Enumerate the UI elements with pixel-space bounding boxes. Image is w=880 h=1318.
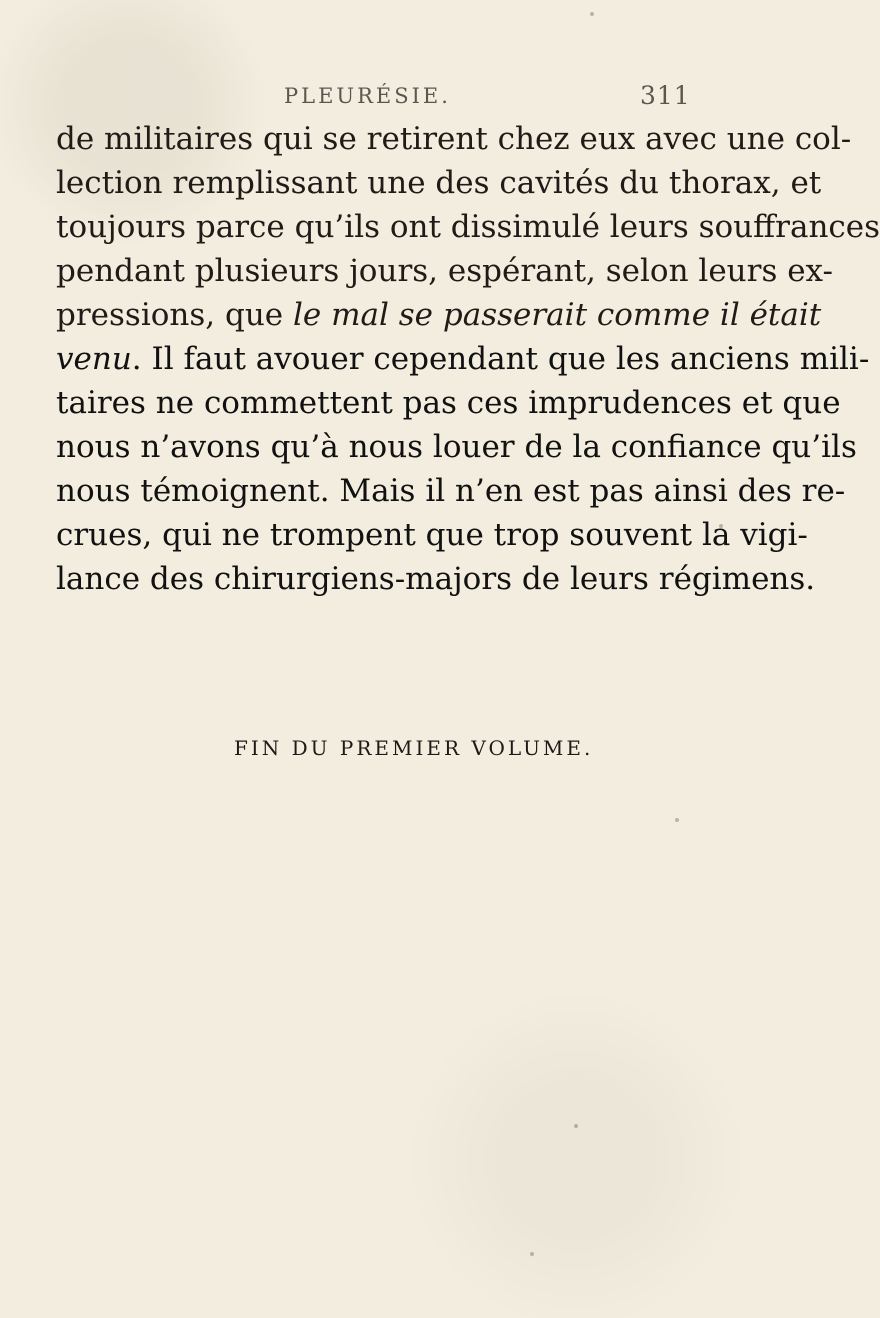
paper-speck <box>574 1124 578 1128</box>
paper-speck <box>590 12 594 16</box>
text-line: nous n’avons qu’à nous louer de la confiance qu’ils <box>56 429 857 465</box>
text-line: lection remplissant une des cavités du thorax, et <box>56 165 822 201</box>
page-number: 311 <box>640 81 691 110</box>
paper-speck <box>530 1252 534 1256</box>
text-line: toujours parce qu’ils ont dissimulé leurs souffrances <box>56 209 880 245</box>
text-line: taires ne commettent pas ces imprudences et que <box>56 385 841 421</box>
text-line <box>56 293 822 337</box>
italic-quote-end: venu <box>56 341 132 377</box>
running-title: PLEURÉSIE. <box>284 84 451 108</box>
text-line: de militaires qui se retirent chez eux avec une col- <box>56 121 852 157</box>
text-segment: . Il faut avouer cependant que les anciens mili- <box>131 341 870 377</box>
text-line: lance des chirurgiens-majors de leurs régimens. <box>56 561 816 597</box>
text-segment: pressions, que <box>56 297 293 333</box>
paper-speck <box>719 524 723 528</box>
text-line: pendant plusieurs jours, espérant, selon leurs ex- <box>56 253 833 289</box>
text-line: nous témoignent. Mais il n’en est pas ainsi des re- <box>56 473 846 509</box>
body-text <box>56 117 880 601</box>
text-line: crues, qui ne trompent que trop souvent la vigi- <box>56 517 808 553</box>
italic-quote: le mal se passerait comme il était <box>293 297 822 333</box>
text-line <box>56 337 870 381</box>
end-of-volume-note: FIN DU PREMIER VOLUME. <box>234 736 594 760</box>
paper-speck <box>675 818 679 822</box>
